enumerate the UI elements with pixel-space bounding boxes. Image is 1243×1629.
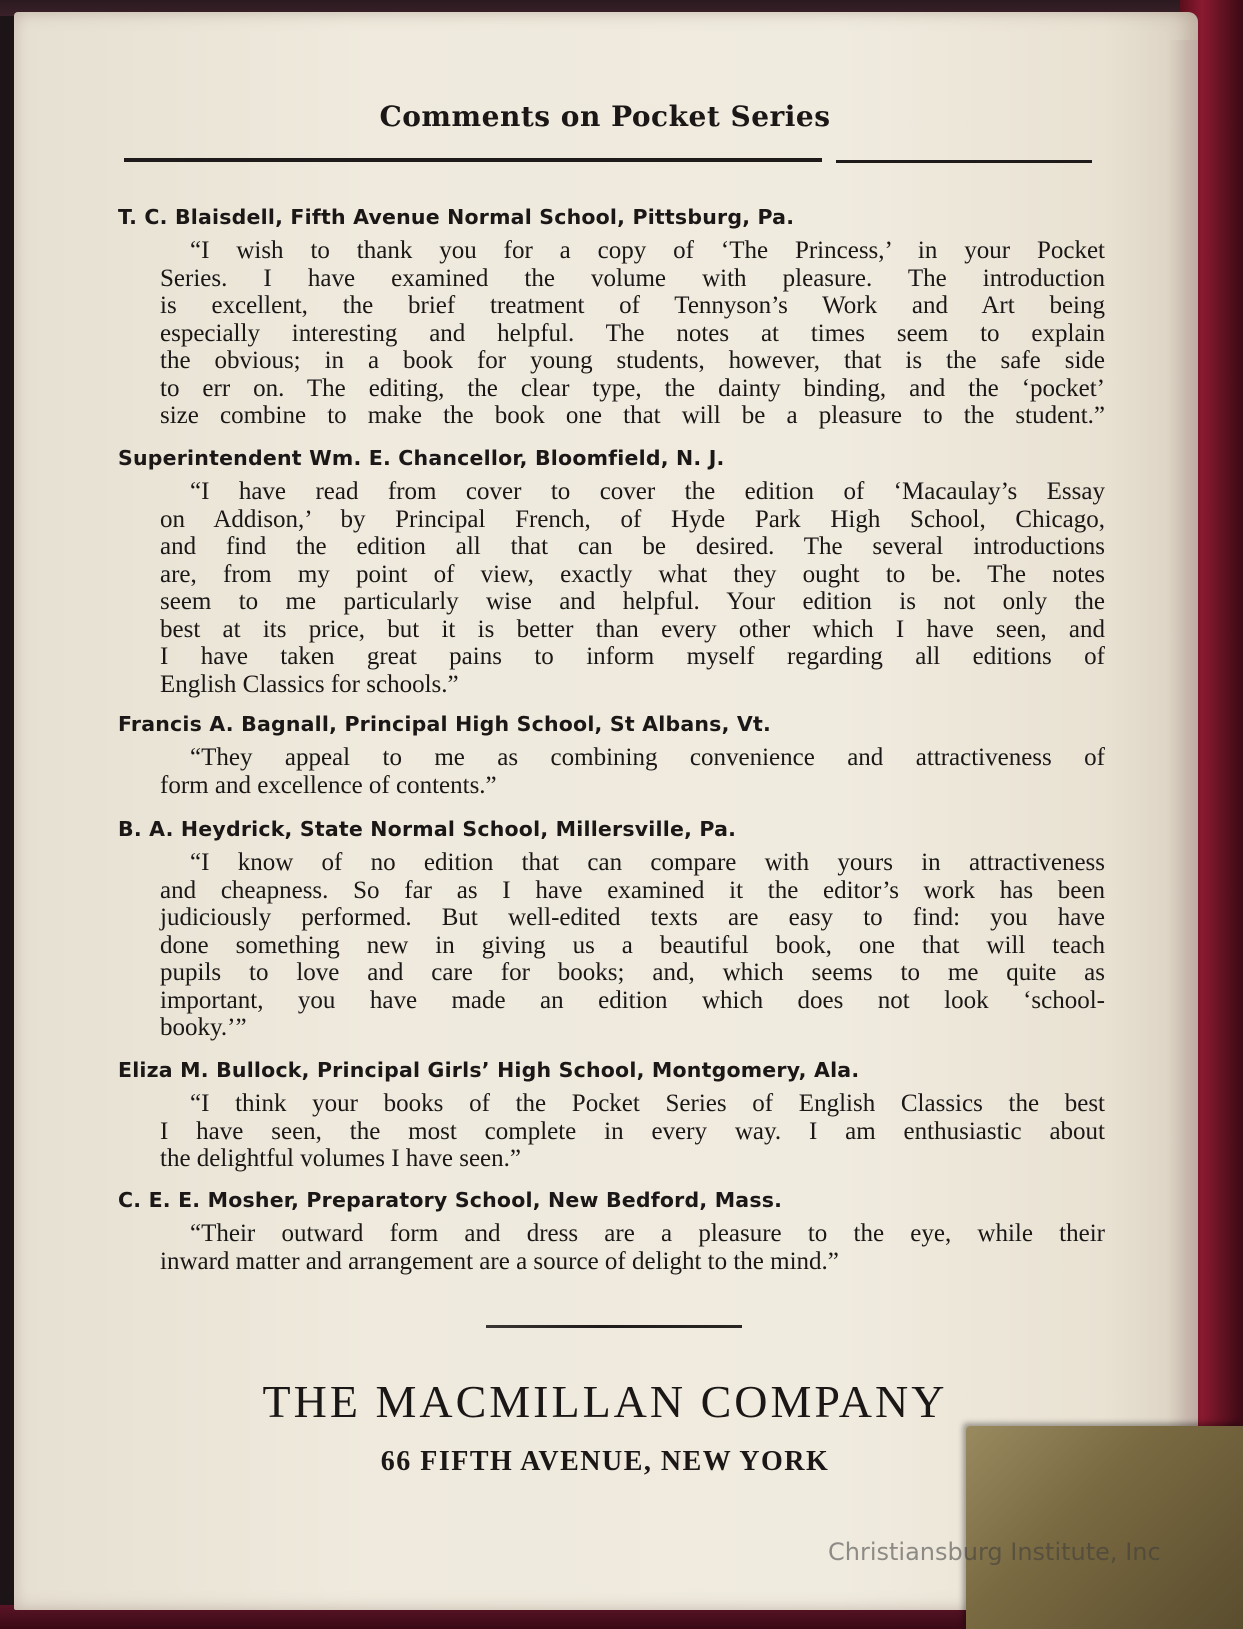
header-rule (124, 158, 822, 162)
quote-line: Series. I have examined the volume with pleasure. The introduction (160, 264, 1105, 292)
testimonial-quote (160, 478, 1105, 698)
quote-line: the delightful volumes I have seen.” (160, 1145, 521, 1172)
quote-line: on Addison,’ by Principal French, of Hyde Park High School, Chicago, (160, 505, 1105, 533)
publisher-address: 66 FIFTH AVENUE, NEW YORK (380, 1446, 830, 1477)
quote-line: is excellent, the brief treatment of Tennyson’s Work and Art being (160, 292, 1105, 319)
testimonial-quote (160, 1090, 1105, 1173)
quote-line: “I wish to thank you for a copy of ‘The Princess,’ in your Pocket (190, 237, 1105, 264)
quote-line: are, from my point of view, exactly what they ought to be. The notes (160, 560, 1105, 588)
page-fold-shadow (1168, 40, 1198, 1600)
quote-line: “They appeal to me as combining convenience and attractiveness of (190, 744, 1105, 771)
testimonial-attribution: Francis A. Bagnall, Principal High School, St Albans, Vt. (118, 712, 771, 736)
inserted-sheet-corner (966, 1426, 1243, 1629)
testimonial-attribution: Eliza M. Bullock, Principal Girls’ High School, Montgomery, Ala. (118, 1058, 860, 1082)
testimonial-attribution: B. A. Heydrick, State Normal School, Millersville, Pa. (118, 817, 737, 841)
quote-line: pupils to love and care for books; and, which seems to me quite as (160, 959, 1105, 986)
quote-line: best at its price, but it is better than every other which I have seen, and (160, 615, 1105, 643)
ornament-rule (486, 1325, 742, 1328)
watermark: Christiansburg Institute, Inc (828, 1538, 1161, 1566)
testimonial-attribution: Superintendent Wm. E. Chancellor, Bloomfield, N. J. (118, 446, 725, 470)
quote-line: to err on. The editing, the clear type, the dainty binding, and the ‘pocket’ (160, 374, 1105, 402)
quote-line: important, you have made an edition which does not look ‘school- (160, 986, 1105, 1014)
quote-line: done something new in giving us a beautiful book, one that will teach (160, 931, 1105, 959)
quote-line: “Their outward form and dress are a pleasure to the eye, while their (190, 1220, 1105, 1247)
testimonial-attribution: C. E. E. Mosher, Preparatory School, New Bedford, Mass. (118, 1188, 783, 1212)
page-title: Comments on Pocket Series (379, 100, 831, 133)
header-rule-short (836, 160, 1092, 163)
quote-line: size combine to make the book one that will be a pleasure to the student.” (160, 402, 1105, 429)
quote-line: I have seen, the most complete in every way. I am enthusiastic about (160, 1117, 1105, 1145)
quote-line: “I have read from cover to cover the edition of ‘Macaulay’s Essay (190, 478, 1105, 505)
quote-line: judiciously performed. But well-edited texts are easy to find: you have (160, 904, 1105, 931)
testimonial-quote (160, 237, 1105, 430)
quote-line: and cheapness. So far as I have examined it the editor’s work has been (160, 876, 1105, 904)
quote-line: “I know of no edition that can compare with yours in attractiveness (190, 849, 1105, 876)
quote-line: form and excellence of contents.” (160, 771, 497, 799)
quote-line: “I think your books of the Pocket Series of English Classics the best (190, 1090, 1105, 1117)
quote-line: the obvious; in a book for young students, however, that is the safe side (160, 347, 1105, 374)
quote-line: English Classics for schools.” (160, 670, 459, 698)
testimonial-quote (160, 744, 1105, 799)
quote-line: booky.’” (160, 1014, 247, 1041)
quote-line: seem to me particularly wise and helpful. Your edition is not only the (160, 588, 1105, 615)
testimonial-quote (160, 849, 1105, 1042)
publisher-name: THE MACMILLAN COMPANY (262, 1376, 948, 1427)
quote-line: and find the edition all that can be desired. The several introductions (160, 533, 1105, 560)
quote-line: especially interesting and helpful. The notes at times seem to explain (160, 319, 1105, 347)
testimonial-attribution: T. C. Blaisdell, Fifth Avenue Normal School, Pittsburg, Pa. (118, 205, 795, 229)
testimonial-quote (160, 1220, 1105, 1275)
quote-line: I have taken great pains to inform myself regarding all editions of (160, 643, 1105, 670)
quote-line: inward matter and arrangement are a source of delight to the mind.” (160, 1247, 839, 1275)
